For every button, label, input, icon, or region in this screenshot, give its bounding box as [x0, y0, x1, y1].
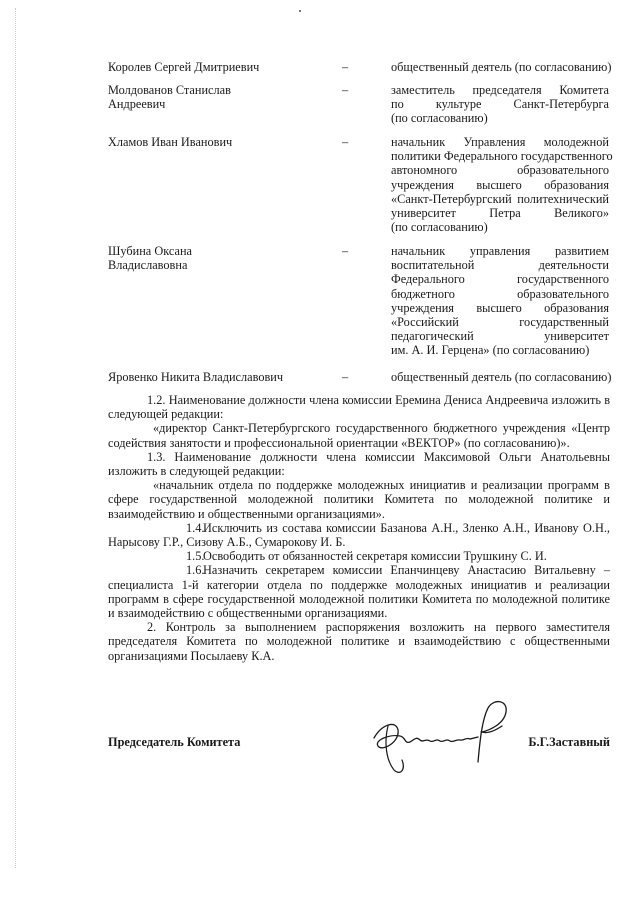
member-name-line: Хламов Иван Иванович	[108, 135, 233, 149]
member-role-line: им. А. И. Герцена» (по согласованию)	[391, 343, 590, 358]
member-role	[391, 370, 612, 384]
member-role	[391, 244, 609, 358]
member-role-line: университет Петра Великого»	[391, 206, 609, 221]
signatory-name: Б.Г.Заставный	[528, 735, 610, 749]
member-role-line: начальник управления развитием	[391, 244, 609, 258]
paragraph-1-3: 1.3. Наименование должности члена комиссии Максимовой Ольги Анатольевны изложить в следующей редакции:	[108, 449, 610, 479]
member-role-line: Федерального государственного	[391, 272, 609, 287]
member-dash: –	[342, 60, 349, 74]
member-dash: –	[342, 370, 349, 384]
member-role-line: политики Федерального государственного	[391, 149, 613, 164]
paragraph-1-5	[108, 549, 610, 563]
member-role-line: начальник Управления молодежной	[391, 135, 609, 149]
member-role-line: по культуре Санкт-Петербурга	[391, 97, 609, 112]
paragraph-2: 2. Контроль за выполнением распоряжения возложить на первого заместителя председателя Комитета по молодежной политике и взаимодействию с общественными организациями Посылаеву К.А.	[108, 620, 610, 663]
member-name	[108, 244, 288, 272]
member-name	[108, 135, 288, 149]
paragraph-1-4	[108, 521, 610, 549]
member-role	[391, 135, 613, 235]
paragraph-number: 1.6.	[186, 563, 205, 578]
member-role	[391, 83, 609, 126]
paragraph-text: Назначить секретарем комиссии Епанчинцеву Анастасию Витальевну – специалиста 1-й категории отдела по поддержке молодежных инициатив и реализации программ в сфере государственной молодежной политики Комитета по молодежной политике и взаимодействию с общественными организациями.	[108, 563, 610, 621]
scan-edge-line	[15, 8, 17, 868]
member-role-line: учреждения высшего образования	[391, 300, 609, 315]
amendments-body	[108, 393, 610, 663]
paragraph-text: Исключить из состава комиссии Базанова А.Н., Зленко А.Н., Иванову О.Н., Нарысову Г.Р., Сизову А.Б., Сумарокову И. Б.	[108, 520, 610, 550]
member-role-line: (по согласованию)	[391, 220, 488, 235]
member-role-line: заместитель председателя Комитета	[391, 83, 609, 97]
member-name	[108, 370, 288, 384]
member-name-line: Владиславовна	[108, 258, 188, 273]
member-role-line: автономного образовательного	[391, 163, 609, 178]
paragraph-text: Освободить от обязанностей секретаря комиссии Трушкину С. И.	[203, 549, 547, 564]
member-name-line: Королев Сергей Дмитриевич	[108, 60, 260, 74]
member-role-line: общественный деятель (по согласованию)	[391, 370, 612, 384]
member-name-line: Шубина Оксана	[108, 244, 192, 258]
member-name	[108, 83, 288, 111]
member-name-line: Яровенко Никита Владиславович	[108, 370, 284, 384]
paragraph-1-2: 1.2. Наименование должности члена комиссии Еремина Дениса Андреевича изложить в следующей редакции:	[108, 393, 610, 422]
member-role-line: (по согласованию)	[391, 111, 488, 126]
member-dash: –	[342, 83, 349, 97]
member-role-line: «Российский государственный	[391, 315, 609, 330]
paragraph-number: 1.5.	[186, 549, 205, 564]
paragraph-1-2-quote: «директор Санкт-Петербургского государственного бюджетного учреждения «Центр содействия занятости и профессиональной ориентации «ВЕКТОР» (по согласованию)».	[108, 421, 610, 450]
paragraph-number: 1.4.	[186, 520, 205, 535]
member-role-line: учреждения высшего образования	[391, 177, 609, 192]
paragraph-1-3-quote: «начальник отдела по поддержке молодежных инициатив и реализации программ в сфере государственной молодежной политики Комитета по молодежной политике и взаимодействию и общественными организациями».	[108, 478, 610, 521]
member-name	[108, 60, 288, 74]
member-role-line: воспитательной деятельности	[391, 258, 609, 273]
signatory-title: Председатель Комитета	[108, 735, 241, 749]
member-role-line: бюджетного образовательного	[391, 286, 609, 301]
member-role	[391, 60, 612, 74]
member-dash: –	[342, 244, 349, 258]
member-role-line: педагогический университет	[391, 329, 609, 344]
signature-block	[108, 735, 610, 755]
member-dash: –	[342, 135, 349, 149]
scan-speck	[299, 10, 301, 12]
paragraph-1-6	[108, 563, 610, 620]
member-name-line: Молдованов Станислав Андреевич	[108, 83, 231, 112]
member-role-line: «Санкт-Петербургский политехнический	[391, 191, 609, 206]
member-role-line: общественный деятель (по согласованию)	[391, 60, 612, 74]
